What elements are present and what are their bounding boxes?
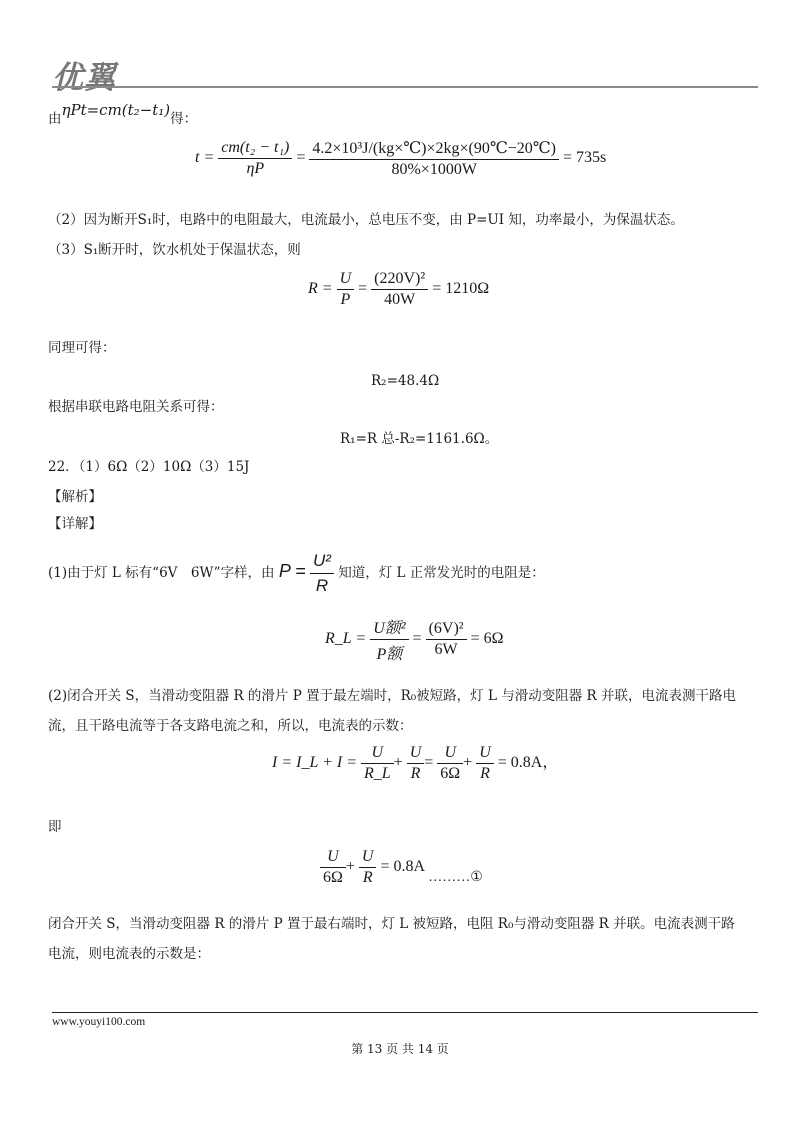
paragraph-9b: 电流，则电流表的示数是： (48, 946, 210, 962)
paragraph-2: （2）因为断开S₁时，电路中的电阻最大，电流最小，总电压不变，由 P=UI 知，功率最小，为保温状态。 (48, 212, 684, 228)
paragraph-7b: 流，且干路电流等于各支路电流之和，所以，电流表的示数： (48, 718, 413, 734)
equation-r2: R₂=48.4Ω (371, 373, 440, 389)
equation-1: $\frac{U}{6\Omega}$ + $\frac{U}{R}$ = 0.8A ………① (320, 848, 483, 887)
page-number: 第 13 页 共 14 页 (351, 1042, 449, 1056)
text-line-intro: 由ηPt=cm(t₂−t₁)得： (48, 101, 198, 127)
paragraph-5: 根据串联电路电阻关系可得： (48, 399, 224, 415)
equation-time: t = $\frac{\text{cm(t₂ − t₁)}}{\eta P}$ = $\frac{\text{4.2×10³J/(kg×℃)×2kg×(90℃−20℃)}}{80\%\times 1000W}$ = 735s (195, 139, 607, 178)
paragraph-4: 同理可得： (48, 340, 116, 356)
tag-analysis: 【解析】 (48, 489, 102, 505)
question-22-answer: 22．（1）6Ω（2）10Ω（3）15J (48, 459, 250, 475)
footer-rule (52, 1012, 758, 1013)
paragraph-6: (1)由于灯 L 标有“6V 6W”字样，由 P = $\frac{\text{U²}}{R}$ 知道，灯 L 正常发光时的电阻是： (48, 551, 545, 595)
equation-resistance: R = $\frac{U}{P}$ = $\frac{\text{(220V)²}}{40W}$ = 1210Ω (308, 270, 490, 308)
header-rule (52, 86, 758, 88)
equation-lamp-resistance: R_L = $\frac{\text{U额²}}{\text{P额}}$ = $\frac{\text{(6V)²}}{6W}$ = 6Ω (325, 615, 504, 664)
paragraph-8: 即 (48, 819, 62, 835)
footer-url: www.youyi100.com (52, 1016, 146, 1028)
equation-r1: R₁=R 总-R₂=1161.6Ω。 (340, 431, 499, 447)
equation-total-current: I = I_L + I = $\frac{U}{R\_L}$ + $\frac{U}{R}$ = $\frac{U}{6\Omega}$ + $\frac{U}{R}$ = 0.8A， (272, 744, 559, 782)
brand-logo: 优翼 (52, 60, 116, 95)
paragraph-7a: (2)闭合开关 S，当滑动变阻器 R 的滑片 P 置于最左端时，R₀被短路，灯 L 与滑动变阻器 R 并联，电流表测干路电 (48, 688, 736, 704)
paragraph-9a: 闭合开关 S，当滑动变阻器 R 的滑片 P 置于最右端时，灯 L 被短路，电阻 R₀与滑动变阻器 R 并联。电流表测干路 (48, 916, 735, 932)
tag-detail: 【详解】 (48, 516, 102, 532)
paragraph-3: （3）S₁断开时，饮水机处于保温状态，则 (48, 242, 301, 258)
